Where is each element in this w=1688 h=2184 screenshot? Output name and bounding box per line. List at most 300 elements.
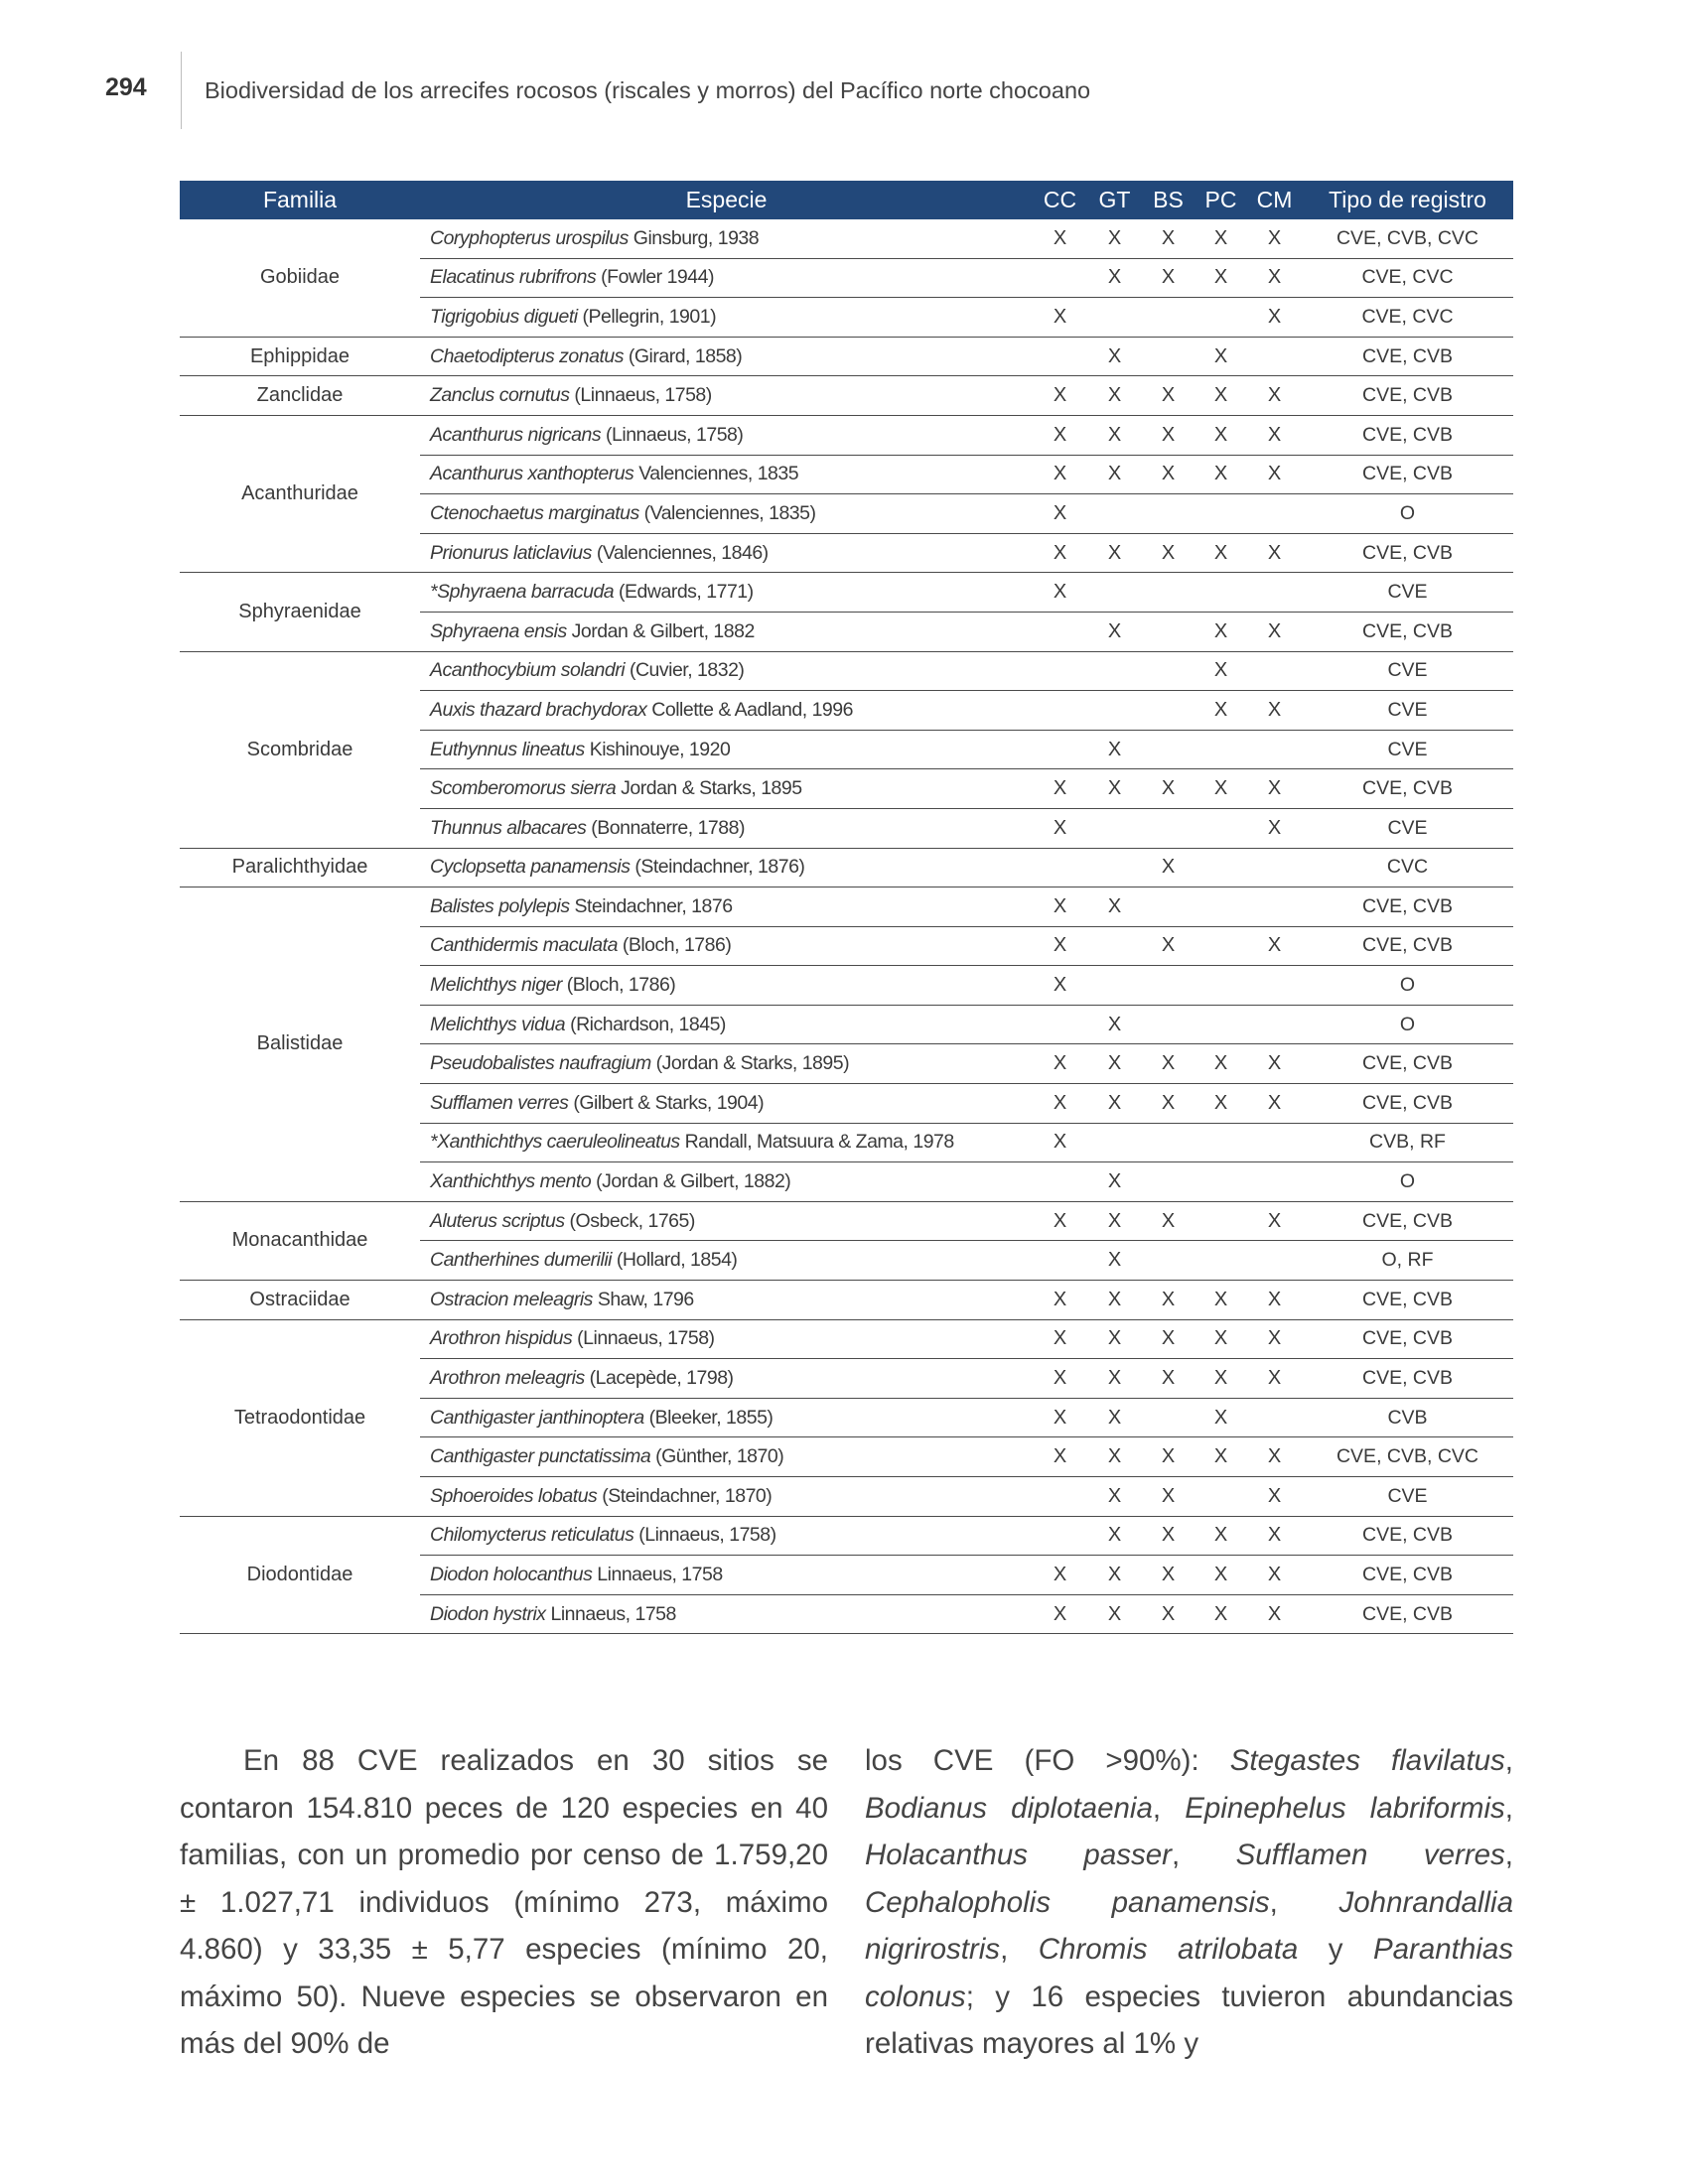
species-name: Canthigaster janthinoptera <box>430 1406 644 1429</box>
text-run: , <box>1269 1885 1339 1919</box>
site-cm-cell: X <box>1247 415 1302 455</box>
site-gt-cell: X <box>1087 730 1142 769</box>
site-bs-cell <box>1142 730 1195 769</box>
page-number: 294 <box>105 73 147 101</box>
site-pc-cell <box>1195 1201 1247 1241</box>
species-authority: (Lacepède, 1798) <box>584 1367 734 1390</box>
site-bs-cell: X <box>1142 455 1195 494</box>
site-gt-cell: X <box>1087 1005 1142 1044</box>
species-authority: (Valenciennes, 1846) <box>591 541 769 564</box>
site-pc-cell <box>1195 1005 1247 1044</box>
table-row <box>180 848 1513 887</box>
site-cc-cell: X <box>1033 1556 1087 1595</box>
site-gt-cell <box>1087 966 1142 1006</box>
record-type-cell: O <box>1302 1005 1513 1044</box>
species-name: Cantherhines dumerilii <box>430 1249 613 1272</box>
record-type-cell: CVB, RF <box>1302 1123 1513 1162</box>
species-cell <box>420 1044 1033 1084</box>
site-bs-cell: X <box>1142 769 1195 809</box>
site-bs-cell: X <box>1142 533 1195 573</box>
text-run: , <box>1504 1839 1513 1871</box>
species-authority: (Osbeck, 1765) <box>564 1209 695 1232</box>
species-cell <box>420 848 1033 887</box>
site-pc-cell: X <box>1195 1398 1247 1437</box>
species-cell <box>420 533 1033 573</box>
site-gt-cell: X <box>1087 258 1142 298</box>
table-row <box>180 1201 1513 1241</box>
record-type-cell: CVE, CVB <box>1302 1319 1513 1359</box>
site-cc-cell: X <box>1033 573 1087 613</box>
site-bs-cell: X <box>1142 1044 1195 1084</box>
site-gt-cell: X <box>1087 219 1142 258</box>
site-cm-cell: X <box>1247 219 1302 258</box>
species-authority: (Girard, 1858) <box>623 344 743 367</box>
site-cm-cell <box>1247 337 1302 376</box>
record-type-cell: CVE, CVB, CVC <box>1302 1437 1513 1477</box>
record-type-cell: CVE, CVB <box>1302 415 1513 455</box>
table-row <box>180 887 1513 927</box>
site-gt-cell: X <box>1087 533 1142 573</box>
species-cell <box>420 691 1033 731</box>
species-cell <box>420 1319 1033 1359</box>
species-table <box>180 181 1513 1634</box>
record-type-cell: CVE, CVB, CVC <box>1302 219 1513 258</box>
site-gt-cell: X <box>1087 337 1142 376</box>
table-row <box>180 1516 1513 1556</box>
species-authority: (Steindachner, 1876) <box>630 856 805 879</box>
site-gt-cell: X <box>1087 1044 1142 1084</box>
site-cc-cell: X <box>1033 769 1087 809</box>
species-authority: (Gilbert & Starks, 1904) <box>568 1091 765 1114</box>
family-cell: Gobiidae <box>180 219 420 337</box>
header-divider <box>181 52 182 129</box>
species-authority: (Linnaeus, 1758) <box>633 1524 776 1547</box>
site-cm-cell: X <box>1247 691 1302 731</box>
species-authority: (Bloch, 1786) <box>561 974 676 997</box>
site-pc-cell <box>1195 808 1247 848</box>
species-name: Canthigaster punctatissima <box>430 1445 651 1468</box>
site-bs-cell: X <box>1142 1594 1195 1634</box>
species-name: Chilomycterus reticulatus <box>430 1524 634 1547</box>
site-bs-cell <box>1142 887 1195 927</box>
site-pc-cell <box>1195 848 1247 887</box>
site-bs-cell: X <box>1142 1201 1195 1241</box>
species-mention: Sufflamen verres <box>1235 1839 1505 1871</box>
site-bs-cell <box>1142 1005 1195 1044</box>
species-name: Auxis thazard brachydorax <box>430 698 647 721</box>
species-authority: Shaw, 1796 <box>592 1288 694 1310</box>
site-cc-cell: X <box>1033 1398 1087 1437</box>
site-cc-cell: X <box>1033 1201 1087 1241</box>
species-mention: Holacanthus passer <box>865 1839 1172 1871</box>
species-cell <box>420 1005 1033 1044</box>
record-type-cell: CVE, CVB <box>1302 1201 1513 1241</box>
species-cell <box>420 1477 1033 1517</box>
site-gt-cell: X <box>1087 769 1142 809</box>
species-cell <box>420 337 1033 376</box>
species-name: Canthidermis maculata <box>430 934 618 957</box>
record-type-cell: CVB <box>1302 1398 1513 1437</box>
site-cc-cell <box>1033 691 1087 731</box>
site-pc-cell: X <box>1195 455 1247 494</box>
species-name: Arothron meleagris <box>430 1367 585 1390</box>
species-cell <box>420 573 1033 613</box>
record-type-cell: CVE, CVB <box>1302 1044 1513 1084</box>
record-type-cell: CVE <box>1302 651 1513 691</box>
species-cell <box>420 1241 1033 1281</box>
species-authority: Linnaeus, 1758 <box>545 1602 676 1625</box>
text-run: y <box>1298 1933 1373 1966</box>
site-pc-cell <box>1195 966 1247 1006</box>
record-type-cell: CVE <box>1302 808 1513 848</box>
species-authority: (Günther, 1870) <box>650 1445 784 1468</box>
record-type-cell: CVE, CVB <box>1302 887 1513 927</box>
record-type-cell: CVE, CVB <box>1302 376 1513 416</box>
site-cm-cell: X <box>1247 1281 1302 1320</box>
site-gt-cell: X <box>1087 1477 1142 1517</box>
site-gt-cell: X <box>1087 1201 1142 1241</box>
species-authority: (Bonnaterre, 1788) <box>586 816 745 839</box>
site-bs-cell <box>1142 651 1195 691</box>
record-type-cell: CVE <box>1302 730 1513 769</box>
text-run: ; y 16 especies tuvieron abundancias relativas mayores al 1% y <box>865 1979 1513 2060</box>
site-bs-cell <box>1142 691 1195 731</box>
species-name: Scomberomorus sierra <box>430 777 617 800</box>
species-authority: Linnaeus, 1758 <box>592 1563 723 1585</box>
site-bs-cell: X <box>1142 258 1195 298</box>
species-cell <box>420 1594 1033 1634</box>
text-run: , <box>1504 1744 1513 1777</box>
site-cc-cell <box>1033 1162 1087 1202</box>
species-cell <box>420 1398 1033 1437</box>
site-pc-cell: X <box>1195 612 1247 651</box>
species-name: Euthynnus lineatus <box>430 738 585 760</box>
species-authority: (Edwards, 1771) <box>614 581 754 604</box>
species-authority: (Pellegrin, 1901) <box>577 305 717 328</box>
species-name: Acanthurus nigricans <box>430 423 602 446</box>
species-name: Diodon holocanthus <box>430 1563 593 1585</box>
site-pc-cell: X <box>1195 1516 1247 1556</box>
site-gt-cell: X <box>1087 1437 1142 1477</box>
body-paragraph-left: En 88 CVE realizados en 30 sitios se contaron 154.810 peces de 120 especies en 40 familias, con un promedio por censo de 1.759,20 ± 1.027,71 individuos (mínimo 273, máximo 4.860) y 33,35 ± 5,77 especies (mínimo 20, máximo 50). Nueve especies se observaron en más del 90% de <box>180 1744 828 2060</box>
record-type-cell: O <box>1302 1162 1513 1202</box>
species-cell <box>420 1201 1033 1241</box>
species-name: Acanthocybium solandri <box>430 659 626 682</box>
species-cell <box>420 376 1033 416</box>
site-cm-cell <box>1247 848 1302 887</box>
site-bs-cell: X <box>1142 1437 1195 1477</box>
family-cell: Acanthuridae <box>180 415 420 572</box>
species-authority: (Linnaeus, 1758) <box>572 1327 715 1350</box>
species-name: Sufflamen verres <box>430 1091 569 1114</box>
species-name: Diodon hystrix <box>430 1602 546 1625</box>
site-pc-cell <box>1195 298 1247 338</box>
family-cell: Scombridae <box>180 651 420 848</box>
site-cc-cell: X <box>1033 1281 1087 1320</box>
table-row <box>180 1319 1513 1359</box>
site-bs-cell <box>1142 966 1195 1006</box>
header-especie: Especie <box>420 181 1033 219</box>
site-cm-cell <box>1247 573 1302 613</box>
family-cell: Balistidae <box>180 887 420 1202</box>
family-cell: Diodontidae <box>180 1516 420 1634</box>
species-mention: Cephalopholis panamensis <box>865 1885 1270 1919</box>
species-cell <box>420 769 1033 809</box>
site-pc-cell: X <box>1195 376 1247 416</box>
species-cell <box>420 887 1033 927</box>
site-pc-cell: X <box>1195 1359 1247 1399</box>
site-cc-cell: X <box>1033 1044 1087 1084</box>
site-bs-cell: X <box>1142 415 1195 455</box>
species-authority: Jordan & Gilbert, 1882 <box>566 619 755 642</box>
species-mention: Paranthias colonus <box>865 1933 1513 2013</box>
site-pc-cell <box>1195 887 1247 927</box>
species-name: Acanthurus xanthopterus <box>430 463 634 485</box>
site-bs-cell <box>1142 298 1195 338</box>
site-gt-cell <box>1087 494 1142 534</box>
table-row <box>180 573 1513 613</box>
site-pc-cell: X <box>1195 337 1247 376</box>
record-type-cell: CVE, CVB <box>1302 1516 1513 1556</box>
species-cell <box>420 494 1033 534</box>
species-mention: Stegastes flavilatus <box>1229 1744 1505 1777</box>
table-row <box>180 1281 1513 1320</box>
site-cm-cell: X <box>1247 769 1302 809</box>
site-pc-cell <box>1195 1241 1247 1281</box>
site-gt-cell: X <box>1087 1398 1142 1437</box>
species-name: Prionurus laticlavius <box>430 541 592 564</box>
site-bs-cell: X <box>1142 1516 1195 1556</box>
site-gt-cell: X <box>1087 612 1142 651</box>
header-gt: GT <box>1087 181 1142 219</box>
species-name: Tigrigobius digueti <box>430 305 578 328</box>
species-authority: (Jordan & Gilbert, 1882) <box>591 1170 791 1193</box>
site-cc-cell: X <box>1033 926 1087 966</box>
site-pc-cell <box>1195 1162 1247 1202</box>
site-gt-cell <box>1087 298 1142 338</box>
site-bs-cell <box>1142 337 1195 376</box>
header-cm: CM <box>1247 181 1302 219</box>
site-cm-cell <box>1247 887 1302 927</box>
record-type-cell: CVE, CVC <box>1302 258 1513 298</box>
species-cell <box>420 258 1033 298</box>
site-cc-cell: X <box>1033 808 1087 848</box>
site-bs-cell: X <box>1142 848 1195 887</box>
site-cm-cell: X <box>1247 1201 1302 1241</box>
record-type-cell: O <box>1302 966 1513 1006</box>
site-pc-cell: X <box>1195 1556 1247 1595</box>
site-cm-cell: X <box>1247 376 1302 416</box>
family-cell: Monacanthidae <box>180 1201 420 1280</box>
site-cc-cell: X <box>1033 1359 1087 1399</box>
site-bs-cell <box>1142 612 1195 651</box>
site-cm-cell: X <box>1247 1477 1302 1517</box>
site-pc-cell <box>1195 1123 1247 1162</box>
site-bs-cell: X <box>1142 1281 1195 1320</box>
record-type-cell: CVE, CVB <box>1302 533 1513 573</box>
site-cm-cell: X <box>1247 455 1302 494</box>
running-title: Biodiversidad de los arrecifes rocosos (riscales y morros) del Pacífico norte chocoano <box>205 77 1091 103</box>
species-cell <box>420 1556 1033 1595</box>
site-pc-cell: X <box>1195 1437 1247 1477</box>
site-cc-cell <box>1033 1241 1087 1281</box>
species-name: Melichthys niger <box>430 974 562 997</box>
species-authority: (Richardson, 1845) <box>565 1013 726 1035</box>
site-pc-cell <box>1195 1477 1247 1517</box>
species-mention: Epinephelus labriformis <box>1185 1791 1505 1825</box>
site-cc-cell <box>1033 612 1087 651</box>
site-cc-cell: X <box>1033 1319 1087 1359</box>
species-name: Coryphopterus urospilus <box>430 226 629 249</box>
site-cc-cell: X <box>1033 1084 1087 1124</box>
species-cell <box>420 1516 1033 1556</box>
text-run: los CVE (FO >90%): <box>865 1744 1230 1777</box>
site-gt-cell: X <box>1087 415 1142 455</box>
family-cell: Ephippidae <box>180 337 420 376</box>
site-cc-cell: X <box>1033 455 1087 494</box>
family-cell: Zanclidae <box>180 376 420 416</box>
site-cm-cell: X <box>1247 1594 1302 1634</box>
site-pc-cell: X <box>1195 769 1247 809</box>
site-bs-cell <box>1142 494 1195 534</box>
species-mention: Chromis atrilobata <box>1038 1933 1299 1966</box>
record-type-cell: CVE, CVB <box>1302 455 1513 494</box>
species-authority: (Bleeker, 1855) <box>643 1406 774 1429</box>
record-type-cell: CVE <box>1302 1477 1513 1517</box>
header-cc: CC <box>1033 181 1087 219</box>
site-pc-cell <box>1195 573 1247 613</box>
site-gt-cell <box>1087 573 1142 613</box>
species-cell <box>420 1084 1033 1124</box>
site-bs-cell <box>1142 1241 1195 1281</box>
species-authority: (Jordan & Starks, 1895) <box>650 1052 850 1075</box>
record-type-cell: CVE, CVC <box>1302 298 1513 338</box>
site-bs-cell: X <box>1142 1084 1195 1124</box>
site-cc-cell: X <box>1033 887 1087 927</box>
species-cell <box>420 298 1033 338</box>
site-gt-cell <box>1087 808 1142 848</box>
species-authority: Collette & Aadland, 1996 <box>646 698 853 721</box>
site-cc-cell: X <box>1033 219 1087 258</box>
species-authority: (Steindachner, 1870) <box>597 1484 773 1507</box>
table-row <box>180 415 1513 455</box>
site-cc-cell: X <box>1033 415 1087 455</box>
species-name: Elacatinus rubrifrons <box>430 266 597 289</box>
species-cell <box>420 651 1033 691</box>
species-cell <box>420 219 1033 258</box>
site-cc-cell: X <box>1033 966 1087 1006</box>
site-gt-cell: X <box>1087 1241 1142 1281</box>
species-name: *Xanthichthys caeruleolineatus <box>430 1131 680 1154</box>
species-authority: Randall, Matsuura & Zama, 1978 <box>679 1131 954 1154</box>
site-pc-cell: X <box>1195 651 1247 691</box>
species-name: Thunnus albacares <box>430 816 587 839</box>
record-type-cell: CVE, CVB <box>1302 769 1513 809</box>
site-pc-cell: X <box>1195 1281 1247 1320</box>
site-bs-cell: X <box>1142 926 1195 966</box>
species-name: Xanthichthys mento <box>430 1170 592 1193</box>
site-pc-cell <box>1195 730 1247 769</box>
site-gt-cell: X <box>1087 1594 1142 1634</box>
record-type-cell: CVE, CVB <box>1302 1556 1513 1595</box>
species-name: *Sphyraena barracuda <box>430 581 615 604</box>
site-cc-cell: X <box>1033 1123 1087 1162</box>
species-name: Aluterus scriptus <box>430 1209 565 1232</box>
species-authority: Kishinouye, 1920 <box>584 738 731 760</box>
record-type-cell: CVE <box>1302 691 1513 731</box>
site-pc-cell: X <box>1195 1594 1247 1634</box>
site-cc-cell <box>1033 1477 1087 1517</box>
species-cell <box>420 730 1033 769</box>
site-bs-cell: X <box>1142 219 1195 258</box>
species-authority: (Linnaeus, 1758) <box>569 384 712 407</box>
site-cm-cell: X <box>1247 926 1302 966</box>
species-mention: Bodianus diplotaenia <box>865 1791 1153 1825</box>
site-cc-cell: X <box>1033 494 1087 534</box>
site-gt-cell: X <box>1087 1162 1142 1202</box>
species-authority: (Bloch, 1786) <box>617 934 732 957</box>
site-cm-cell: X <box>1247 1437 1302 1477</box>
site-cc-cell <box>1033 848 1087 887</box>
table-body <box>180 219 1513 1634</box>
species-name: Chaetodipterus zonatus <box>430 344 624 367</box>
site-cm-cell: X <box>1247 533 1302 573</box>
site-bs-cell: X <box>1142 1556 1195 1595</box>
site-bs-cell <box>1142 1162 1195 1202</box>
site-cm-cell <box>1247 1162 1302 1202</box>
species-cell <box>420 612 1033 651</box>
species-cell <box>420 455 1033 494</box>
family-cell: Ostraciidae <box>180 1281 420 1320</box>
site-cc-cell <box>1033 1516 1087 1556</box>
site-pc-cell: X <box>1195 415 1247 455</box>
site-pc-cell <box>1195 494 1247 534</box>
site-cm-cell <box>1247 966 1302 1006</box>
site-gt-cell <box>1087 926 1142 966</box>
site-cm-cell: X <box>1247 258 1302 298</box>
site-bs-cell <box>1142 573 1195 613</box>
site-gt-cell <box>1087 1123 1142 1162</box>
site-cm-cell: X <box>1247 1516 1302 1556</box>
species-authority: (Valenciennes, 1835) <box>638 501 816 524</box>
site-cm-cell <box>1247 730 1302 769</box>
record-type-cell: CVE, CVB <box>1302 1084 1513 1124</box>
site-bs-cell: X <box>1142 1359 1195 1399</box>
text-run: , <box>1152 1791 1186 1825</box>
species-cell <box>420 1162 1033 1202</box>
record-type-cell: CVE, CVB <box>1302 337 1513 376</box>
header-bs: BS <box>1142 181 1195 219</box>
record-type-cell: CVE, CVB <box>1302 926 1513 966</box>
site-cm-cell: X <box>1247 298 1302 338</box>
text-run: , <box>1000 1933 1039 1966</box>
species-cell <box>420 808 1033 848</box>
site-pc-cell: X <box>1195 691 1247 731</box>
record-type-cell: CVC <box>1302 848 1513 887</box>
site-gt-cell: X <box>1087 1281 1142 1320</box>
site-cm-cell <box>1247 1398 1302 1437</box>
species-authority: (Fowler 1944) <box>596 266 714 289</box>
table-row <box>180 219 1513 258</box>
record-type-cell: CVE, CVB <box>1302 612 1513 651</box>
table-row <box>180 651 1513 691</box>
family-cell: Paralichthyidae <box>180 848 420 887</box>
species-cell <box>420 966 1033 1006</box>
site-cm-cell: X <box>1247 808 1302 848</box>
species-authority: (Cuvier, 1832) <box>625 659 745 682</box>
site-cm-cell <box>1247 1005 1302 1044</box>
species-cell <box>420 1123 1033 1162</box>
